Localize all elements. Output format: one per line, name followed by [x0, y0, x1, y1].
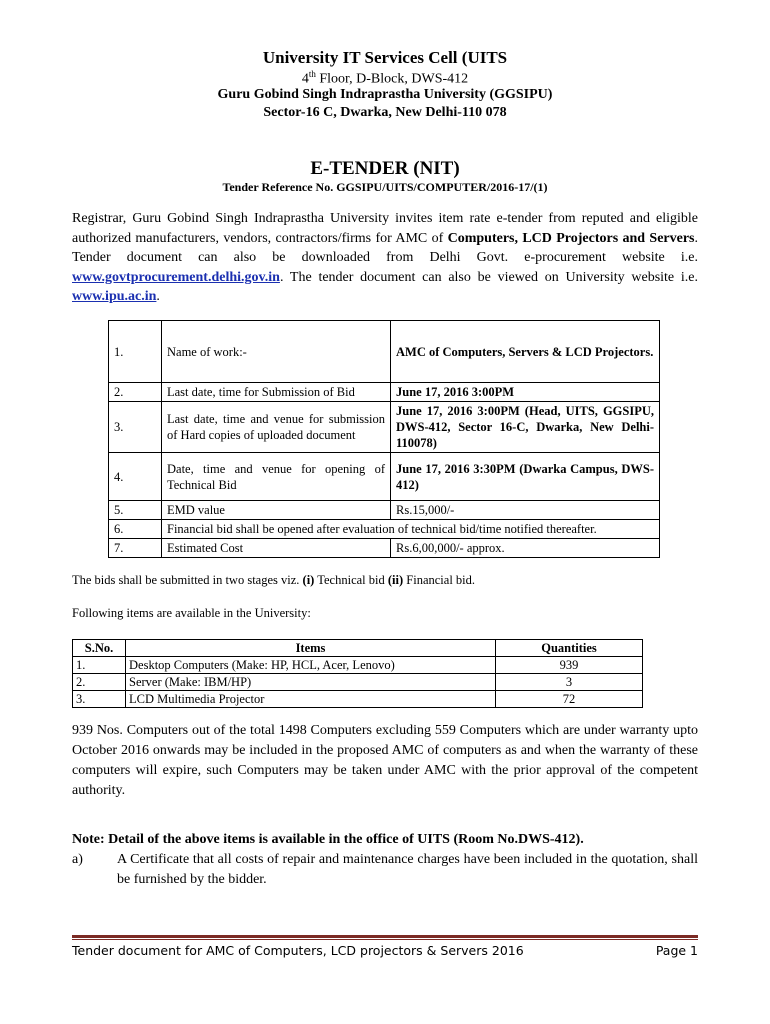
row-number: 7.: [109, 539, 162, 558]
schedule-table: [108, 320, 660, 558]
row-label: Date, time and venue for opening of Technical Bid: [162, 453, 391, 501]
column-header: S.No.: [73, 640, 126, 657]
row-number: 5.: [109, 501, 162, 520]
row-number: 3.: [109, 402, 162, 453]
table-row: [109, 321, 660, 383]
university-name: Guru Gobind Singh Indraprastha University (GGSIPU): [217, 87, 553, 102]
row-value: June 17, 2016 3:00PM: [391, 383, 660, 402]
row-value: Rs.6,00,000/- approx.: [391, 539, 660, 558]
row-number: 6.: [109, 520, 162, 539]
address-line: Sector-16 C, Dwarka, New Delhi-110 078: [263, 105, 507, 120]
row-label: Financial bid shall be opened after evaluation of technical bid/time notified thereafter.: [162, 520, 660, 539]
table-row: [109, 453, 660, 501]
items-table: [72, 639, 643, 708]
row-label: EMD value: [162, 501, 391, 520]
qty-cell: 3: [496, 674, 643, 691]
qty-cell: 72: [496, 691, 643, 708]
table-row: [73, 657, 643, 674]
table-row: [73, 674, 643, 691]
table-row: [73, 691, 643, 708]
row-label: Name of work:-: [162, 321, 391, 383]
row-value: AMC of Computers, Servers & LCD Projectors.: [391, 321, 660, 383]
footer-title: Tender document for AMC of Computers, LCD projectors & Servers 2016: [72, 943, 524, 958]
university-link[interactable]: www.ipu.ac.in: [72, 289, 157, 304]
sno-cell: 2.: [73, 674, 126, 691]
footer-divider: [72, 935, 698, 938]
column-header: Items: [126, 640, 496, 657]
floor-line: 4th Floor, D-Block, DWS-412: [301, 69, 469, 87]
page-title: E-TENDER (NIT): [310, 158, 460, 179]
item-cell: Desktop Computers (Make: HP, HCL, Acer, Lenovo): [126, 657, 496, 674]
procurement-link[interactable]: www.govtprocurement.delhi.gov.in: [72, 269, 280, 285]
items-intro: Following items are available in the University:: [72, 606, 311, 620]
row-number: 4.: [109, 453, 162, 501]
row-label: Last date, time for Submission of Bid: [162, 383, 391, 402]
page-number: Page 1: [655, 943, 698, 958]
bids-stages-text: The bids shall be submitted in two stages viz. (i) Technical bid (ii) Financial bid.: [72, 573, 476, 587]
item-text: A Certificate that all costs of repair and maintenance charges have been included in the quotation, shall be furnished by the bidder.: [117, 852, 698, 887]
org-heading: University IT Services Cell (UITS: [262, 48, 508, 67]
tender-reference: Tender Reference No. GGSIPU/UITS/COMPUTER/2016-17/(1): [222, 180, 548, 194]
row-number: 2.: [109, 383, 162, 402]
qty-cell: 939: [496, 657, 643, 674]
table-row: [109, 501, 660, 520]
item-cell: LCD Multimedia Projector: [126, 691, 496, 708]
row-value: June 17, 2016 3:00PM (Head, UITS, GGSIPU, DWS-412, Sector 16-C, Dwarka, New Delhi-110078): [391, 402, 660, 453]
sno-cell: 1.: [73, 657, 126, 674]
table-header-row: [73, 640, 643, 657]
row-value: Rs.15,000/-: [391, 501, 660, 520]
table-row: [109, 520, 660, 539]
table-row: [109, 402, 660, 453]
table-row: [109, 383, 660, 402]
table-row: [109, 539, 660, 558]
row-value: June 17, 2016 3:30PM (Dwarka Campus, DWS-412): [391, 453, 660, 501]
row-label: Estimated Cost: [162, 539, 391, 558]
row-number: 1.: [109, 321, 162, 383]
item-cell: Server (Make: IBM/HP): [126, 674, 496, 691]
row-label: Last date, time and venue for submission of Hard copies of uploaded document: [162, 402, 391, 453]
note-line: Note: Detail of the above items is available in the office of UITS (Room No.DWS-412).: [72, 832, 584, 847]
footer-divider-thin: [72, 939, 698, 940]
intro-paragraph: Registrar, Guru Gobind Singh Indraprastha University invites item rate e-tender from reputed and eligible authorized manufacturers, vendors, contractors/firms for AMC of Computers, LCD Projectors and Servers. Tender document can also be downloaded from Delhi Govt. e-procurement website i.e. www.govtprocurement.delhi.gov.in. The tender document can also be viewed on University website i.e. www.ipu.ac.in.: [72, 211, 698, 304]
column-header: Quantities: [496, 640, 643, 657]
sno-cell: 3.: [73, 691, 126, 708]
computers-paragraph: 939 Nos. Computers out of the total 1498 Computers excluding 559 Computers which are under warranty upto October 2016 onwards may be included in the proposed AMC of computers as and when the warranty of these computers will expire, such Computers may be taken under AMC with the prior approval of the competent authority.: [72, 723, 698, 798]
item-marker: a): [72, 852, 83, 867]
